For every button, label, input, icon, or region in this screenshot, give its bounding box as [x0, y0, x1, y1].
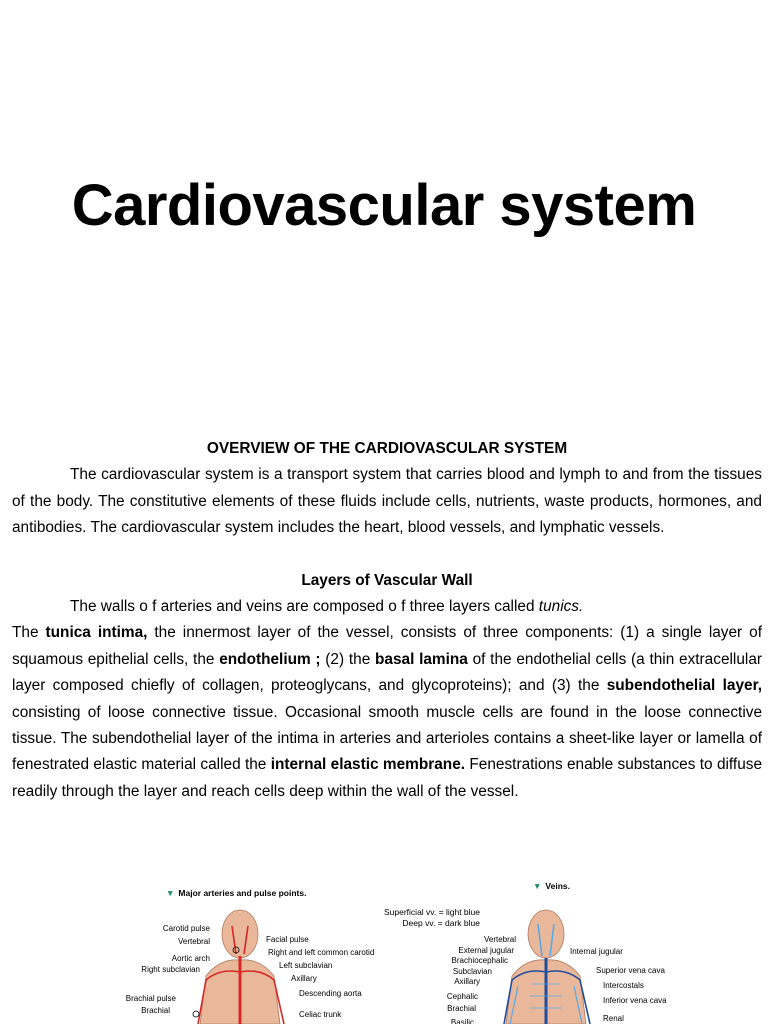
overview-heading: OVERVIEW OF THE CARDIOVASCULAR SYSTEM — [206, 440, 568, 457]
vein-label-left: Brachiocephalic — [451, 956, 508, 965]
term-subendothelial-layer: subendothelial layer, — [606, 677, 763, 695]
veins-figure-title: ▼ Veins. — [533, 881, 570, 891]
vein-label-right: Superior vena cava — [596, 966, 665, 975]
anatomy-figures — [0, 876, 768, 1024]
legend-superficial: Superficial vv. = light blue — [384, 907, 480, 917]
page-title: Cardiovascular system — [71, 173, 697, 238]
vein-label-left: Axillary — [454, 977, 480, 986]
p2-text-1: The — [12, 624, 46, 642]
overview-paragraph: The cardiovascular system is a transport system that carries blood and lymph to and from the tissues of the body. The constitutive elements of these fluids include cells, nutrients, waste products, hormones, and antibodies. The cardiovascular system includes the heart, blood vessels, and lymphatic vessels. — [12, 466, 762, 537]
paragraph-gap — [12, 542, 762, 568]
vein-label-left: Cephalic — [446, 992, 478, 1001]
layers-heading: Layers of Vascular Wall — [301, 571, 473, 589]
artery-label-left: Carotid pulse — [162, 924, 210, 933]
triangle-down-icon: ▼ — [166, 888, 175, 898]
vein-label-left: Subclavian — [452, 967, 492, 976]
document-body — [12, 436, 762, 805]
vein-label-right: Inferior vena cava — [603, 996, 667, 1005]
p2-text-3: (2) the — [320, 650, 375, 668]
vein-label-right: Intercostals — [603, 981, 644, 990]
p2-text-4: of the endothelial cells (a thin extracellular layer composed chiefly of collagen, proteoglycans, and glycoproteins); and (3) the — [12, 650, 763, 695]
p2-text-2: the innermost layer of the vessel, consists of three components: (1) a single layer of squamous epithelial cells, the — [12, 624, 763, 668]
term-basal-lamina: basal lamina — [375, 650, 468, 668]
intro-text: The walls o f arteries and veins are composed o f three layers called — [70, 598, 539, 616]
artery-label-right: Left subclavian — [279, 961, 333, 970]
artery-label-left: Vertebral — [177, 937, 210, 946]
vein-label-right: Renal — [603, 1014, 624, 1023]
veins-legend — [370, 907, 480, 929]
artery-label-left: Aortic arch — [171, 954, 210, 963]
p2-text-5: consisting of loose connective tissue. Occasional smooth muscle cells are found in the loose connective tissue. The subendothelial layer of the intima in arteries and arterioles contains a sheet-like layer or lamella of fenestrated elastic material called the — [12, 703, 762, 774]
vein-label-left: Brachial — [447, 1004, 476, 1013]
arteries-figure-title: ▼ Major arteries and pulse points. — [166, 888, 307, 898]
artery-label-right: Descending aorta — [299, 989, 362, 998]
term-internal-elastic-membrane: internal elastic membrane. — [270, 756, 466, 774]
artery-label-right: Right and left common carotid — [268, 948, 375, 957]
legend-deep: Deep vv. = dark blue — [402, 918, 480, 928]
vein-label-left: Vertebral — [483, 935, 516, 944]
vein-label-left: Basilic — [450, 1018, 474, 1024]
term-endothelium: endothelium ; — [219, 650, 321, 668]
artery-label-right: Axillary — [291, 974, 317, 983]
tunica-intima-paragraph — [12, 620, 762, 805]
triangle-down-icon: ▼ — [533, 881, 542, 891]
intro-term: tunics. — [538, 598, 584, 616]
artery-label-left: Brachial — [141, 1006, 170, 1015]
artery-label-right: Celiac trunk — [299, 1010, 342, 1019]
layers-intro — [12, 594, 762, 620]
artery-label-left: Brachial pulse — [125, 994, 176, 1003]
p2-text-6: Fenestrations enable substances to diffuse readily through the layer and reach cells deep within the wall of the vessel. — [12, 756, 763, 800]
artery-label-right: Facial pulse — [266, 935, 309, 944]
vein-label-left: External jugular — [458, 946, 514, 955]
term-tunica-intima: tunica intima, — [45, 624, 148, 642]
veins-illustration — [484, 906, 624, 1024]
vein-label-right: Internal jugular — [570, 947, 623, 956]
artery-label-left: Right subclavian — [141, 965, 200, 974]
